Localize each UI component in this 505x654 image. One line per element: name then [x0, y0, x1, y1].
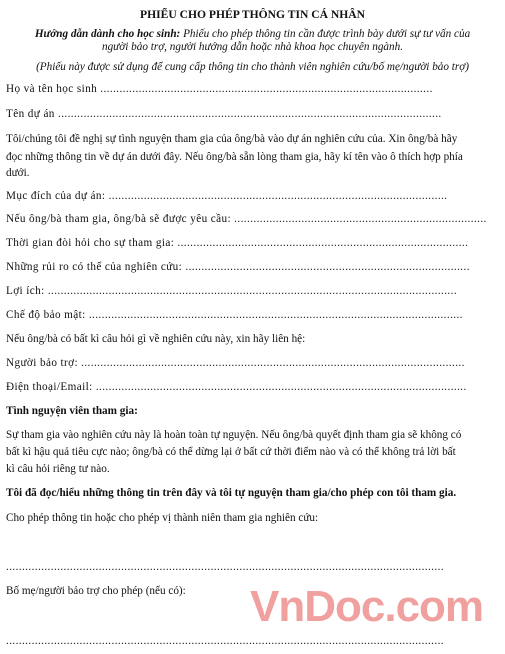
student-name-field: Họ và tên học sinh ........................................................................................................ [6, 83, 433, 95]
consent-statement: Tôi đã đọc/hiểu những thông tin trên đây và tôi tự nguyện tham gia/cho phép con tôi tham gia. [6, 487, 457, 499]
page-title: PHIẾU CHO PHÉP THÔNG TIN CÁ NHÂN [139, 8, 366, 21]
guide-note: (Phiếu này được sử dụng để cung cấp thông tin cho thành viên nghiên cứu/bố mẹ/người bảo trợ) [36, 61, 469, 73]
volunteer-text-1: Sự tham gia vào nghiên cứu này là hoàn toàn tự nguyện. Nếu ông/bà quyết định tham gia sẽ không có [6, 429, 462, 441]
asked-field: Nếu ông/bà tham gia, ông/bà sẽ được yêu cầu: ............................................................................... [6, 213, 487, 225]
intro-line-1: Tôi/chúng tôi đề nghị sự tình nguyện tham gia của ông/bà vào dự án nghiên cứu của. Xin ông/bà hãy [6, 133, 458, 145]
time-field: Thời gian đòi hỏi cho sự tham gia: ........................................................................................... [6, 237, 469, 249]
intro-line-3: dưới. [6, 167, 30, 179]
parent-dotted-line: ......................................................................................................................................... [6, 635, 444, 647]
parent-label: Bố mẹ/người bảo trợ cho phép (nếu có): [6, 585, 186, 597]
risks-field: Những rủi ro có thể của nghiên cứu: ......................................................................................... [6, 261, 470, 273]
phone-email-field: Điện thoại/Email: .................................................................................................................... [6, 381, 467, 393]
vndoc-watermark: VnDoc.com [250, 582, 484, 631]
benefits-field: Lợi ích: ................................................................................................................................ [6, 285, 458, 297]
guide-label: Hướng dẫn dành cho học sinh: [34, 28, 181, 40]
volunteer-text-3: kì câu hỏi riêng tư nào. [6, 463, 110, 475]
contact-intro: Nếu ông/bà có bất kì câu hỏi gì về nghiên cứu này, xin hãy liên hệ: [6, 333, 306, 345]
volunteer-heading: Tình nguyện viên tham gia: [6, 405, 138, 417]
student-guide [0, 27, 505, 41]
student-guide-line2: người bảo trợ, người hướng dẫn hoặc nhà khoa học chuyên ngành. [101, 41, 404, 53]
sponsor-field: Người bảo trợ: ........................................................................................................................ [6, 357, 465, 369]
volunteer-text-2: bất kì hậu quả tiêu cực nào; ông/bà có thể dừng lại ở bất cứ thời điểm nào và có thể không trả lời bất [6, 446, 456, 458]
intro-line-2: đọc những thông tin về dự án dưới đây. Nếu ông/bà sẵn lòng tham gia, hãy kí tên vào ô thích hợp phía [6, 151, 463, 163]
project-name-field: Tên dự án ........................................................................................................................ [6, 108, 442, 120]
minor-consent: Cho phép thông tin hoặc cho phép vị thành niên tham gia nghiên cứu: [6, 512, 319, 524]
participant-dotted-line: ......................................................................................................................................... [6, 561, 444, 573]
privacy-field: Chế độ bảo mật: ..................................................................................................................... [6, 309, 463, 321]
purpose-field: Mục đích của dự án: .......................................................................................................... [6, 190, 448, 202]
guide-text: Phiếu cho phép thông tin cần được trình bày dưới sự tư vấn của [180, 28, 471, 40]
